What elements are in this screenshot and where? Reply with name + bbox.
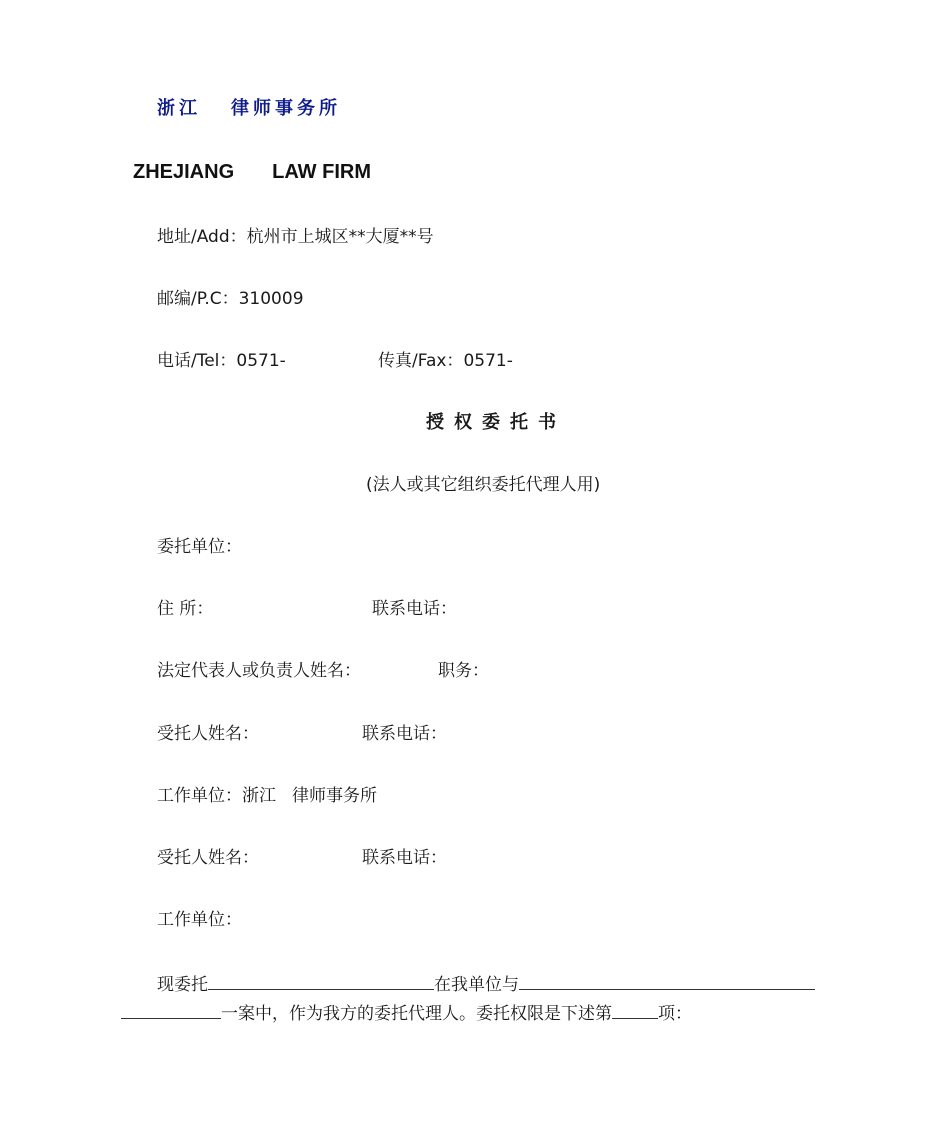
firm-name-english-part1: ZHEJIANG (133, 161, 235, 183)
address-line (157, 226, 434, 248)
firm-name-chinese (157, 98, 341, 120)
agent2-work-unit-label: 工作单位： (157, 910, 242, 930)
residence-label: 住 所： (157, 599, 214, 619)
agent1-work-unit-label: 工作单位： (157, 786, 242, 806)
clause-line-2 (121, 1000, 692, 1025)
address-value: 杭州市上城区**大厦**号 (246, 227, 434, 247)
opposing-party-blank[interactable] (519, 971, 815, 990)
address-label: 地址/Add： (157, 227, 247, 247)
postcode-line (157, 288, 304, 310)
legal-representative-label: 法定代表人或负责人姓名： (157, 661, 361, 681)
firm-name-english-part2: LAW FIRM (272, 161, 371, 183)
postcode-label: 邮编/P.C： (157, 289, 239, 309)
fax-line (378, 350, 513, 372)
fax-value: 0571- (463, 351, 513, 371)
clause-line-1 (157, 971, 815, 996)
firm-name-chinese-part2: 律师事务所 (231, 98, 341, 119)
tel-value: 0571- (236, 351, 286, 371)
authority-item-blank[interactable] (612, 1000, 658, 1019)
clause-part4: 项： (658, 1004, 692, 1024)
agent-blank[interactable] (208, 971, 434, 990)
fax-label: 传真/Fax： (378, 351, 464, 371)
agent2-phone-label: 联系电话： (362, 848, 447, 868)
position-label: 职务： (438, 661, 489, 681)
document-title: 授权委托书 (426, 412, 566, 433)
client-unit-label: 委托单位： (157, 537, 242, 557)
clause-part3: 一案中，作为我方的委托代理人。委托权限是下述第 (221, 1004, 612, 1024)
case-blank[interactable] (121, 1000, 221, 1019)
postcode-value: 310009 (238, 289, 304, 309)
clause-part1: 现委托 (157, 975, 208, 995)
agent1-phone-label: 联系电话： (362, 724, 447, 744)
firm-name-english (133, 161, 371, 183)
agent1-name-label: 受托人姓名： (157, 724, 259, 744)
clause-part2: 在我单位与 (434, 975, 519, 995)
agent2-name-label: 受托人姓名： (157, 848, 259, 868)
tel-label: 电话/Tel： (157, 351, 237, 371)
agent1-work-unit (157, 785, 377, 807)
document-subtitle: (法人或其它组织委托代理人用) (366, 475, 601, 495)
firm-name-chinese-part1: 浙江 (157, 98, 201, 119)
agent1-work-unit-value-part2: 律师事务所 (292, 786, 377, 806)
tel-line (157, 350, 286, 372)
client-contact-phone-label: 联系电话： (372, 599, 457, 619)
agent1-work-unit-value-part1: 浙江 (242, 786, 276, 806)
